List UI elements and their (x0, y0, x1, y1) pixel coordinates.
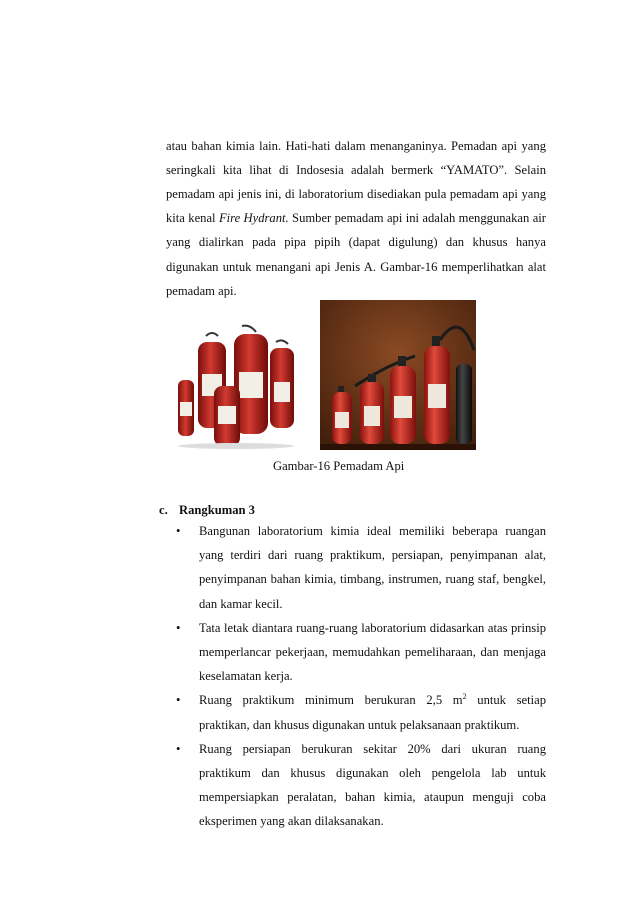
list-item-text: Bangunan laboratorium kimia ideal memiliki beberapa ruangan yang terdiri dari ruang praktikum, persiapan, penyimpanan alat, penyimpanan bahan kimia, timbang, instrumen, ruang staf, bengkel, dan kamar kecil. (199, 524, 546, 611)
list-item-text: Tata letak diantara ruang-ruang laboratorium didasarkan atas prinsip memperlancar pekerjaan, memudahkan pemeliharaan, dan menjaga keselamatan kerja. (199, 620, 546, 684)
bullet-icon: • (176, 693, 181, 708)
section-heading (159, 502, 255, 518)
section-title-text: Rangkuman 3 (179, 503, 255, 517)
extinguisher-icon (360, 374, 384, 444)
fire-extinguisher-figure (176, 300, 476, 450)
figure-caption: Gambar-16 Pemadam Api (273, 459, 405, 473)
extinguisher-icon (456, 364, 472, 444)
paragraph-text-cont: Sumber pemadam api ini adalah menggunakan air yang dialirkan pada pipa pipih (dapat digulung) dan khusus hanya digunakan untuk menangani api Jenis A. Gambar-16 memperlihatkan alat pemadam api. (166, 211, 546, 298)
list-item-text: Ruang persiapan berukuran sekitar 20% dari ukuran ruang praktikum dan khusus digunakan oleh pengelola lab untuk mempersiapkan peralatan, bahan kimia, ataupun menguji coba eksperimen yang akan dilaksanakan. (199, 741, 546, 829)
extinguisher-group-photo (176, 324, 298, 450)
extinguisher-icon (332, 386, 352, 444)
superscript: 2 (462, 692, 467, 702)
co2-extinguisher-photo (320, 300, 476, 450)
extinguisher-icon (178, 380, 194, 436)
list-item-text: Ruang praktikum minimum berukuran 2,5 m (199, 693, 463, 708)
extinguisher-icon (214, 386, 240, 446)
bullet-icon: • (176, 620, 181, 635)
paragraph-text: atau bahan kimia lain. Hati-hati dalam menanganinya. Pemadan api yang seringkali kita lihat di Indosesia adalah bermerk “YAMATO”. Selain pemadam api jenis ini, di laboratorium disediakan pula pemadam api yang kita kenal (166, 138, 546, 226)
body-paragraph (166, 134, 546, 303)
list-item (176, 737, 546, 834)
section-letter: c. (159, 503, 168, 517)
fire-hydrant-term: Fire Hydrant. (218, 211, 289, 226)
extinguisher-icon (424, 336, 450, 444)
list-item (176, 519, 546, 616)
summary-list (176, 519, 546, 834)
list-item (176, 688, 546, 736)
bullet-icon: • (176, 524, 181, 538)
extinguisher-icon (270, 340, 294, 428)
list-item (176, 616, 546, 689)
list-item-text-cont: untuk setiap praktikan, dan khusus digunakan untuk pelaksanaan praktikum. (199, 693, 547, 732)
extinguisher-icon (390, 356, 416, 444)
bullet-icon: • (176, 741, 181, 756)
